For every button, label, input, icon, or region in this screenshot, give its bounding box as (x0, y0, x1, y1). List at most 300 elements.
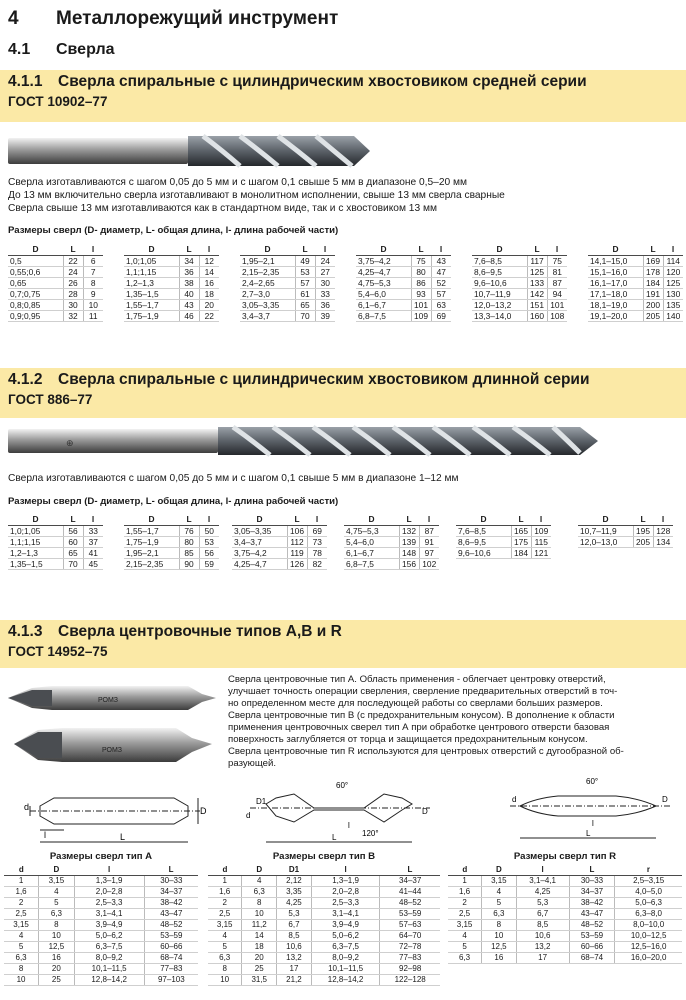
table-cell: 39 (315, 310, 335, 321)
table-cell: 41 (83, 547, 103, 558)
table-cell: 140 (663, 310, 683, 321)
table-row (208, 930, 440, 941)
table-cell: 26 (63, 277, 83, 288)
table-cell: 1,6 (4, 886, 39, 897)
table-cell: 97 (419, 547, 439, 558)
type-r-caption: Размеры сверл тип R (513, 851, 617, 862)
table-cell: 32 (63, 310, 83, 321)
table-cell: 49 (295, 255, 315, 266)
table-row (232, 558, 327, 569)
svg-text:60°: 60° (586, 777, 599, 786)
table-cell: 20 (242, 952, 277, 963)
table-cell: 60–66 (569, 941, 615, 952)
table-cell: 4,25–4,7 (356, 266, 411, 277)
svg-text:D: D (200, 806, 207, 816)
table-cell: 12,8–14,2 (74, 974, 144, 985)
column-header: l (516, 864, 569, 875)
table-cell: 109 (531, 525, 551, 536)
table-row (448, 952, 682, 963)
table-cell: 6,1–6,7 (344, 547, 399, 558)
gost-label: ГОСТ 10902–77 (8, 94, 108, 109)
table-cell: 70 (295, 310, 315, 321)
column-header: D (356, 244, 411, 255)
table-cell: 6,7 (277, 919, 312, 930)
table-cell: 1,6 (448, 886, 482, 897)
table-cell: 101 (547, 299, 567, 310)
table-row (124, 266, 219, 277)
table-cell: 5 (208, 941, 242, 952)
table-cell: 59 (199, 558, 219, 569)
table-cell: 6,7 (516, 908, 569, 919)
table-cell: 9 (83, 288, 103, 299)
column-header: D (240, 244, 295, 255)
table-cell: 76 (179, 525, 199, 536)
table-cell: 30 (63, 299, 83, 310)
table-row (8, 558, 103, 569)
table-cell: 16,1–17,0 (588, 277, 643, 288)
table-cell: 68–74 (144, 952, 198, 963)
table-row (4, 886, 198, 897)
table-row (208, 941, 440, 952)
table-cell: 34 (179, 255, 199, 266)
table-row (344, 558, 439, 569)
table-cell: 2,5 (4, 908, 39, 919)
table-cell: 43–47 (569, 908, 615, 919)
column-header: D (232, 514, 287, 525)
section-412-header: 4.1.2 Сверла спиральные с цилиндрическим хвостовиком длинной серии ГОСТ 886–77 (0, 368, 686, 418)
table-row (8, 277, 103, 288)
table-cell: 8 (242, 897, 277, 908)
table-cell: 2,7–3,0 (240, 288, 295, 299)
column-header: L (380, 864, 440, 875)
column-header: D (344, 514, 399, 525)
table-cell: 17 (277, 963, 312, 974)
column-header: D (578, 514, 633, 525)
table-cell: 5 (39, 897, 75, 908)
size-table (472, 244, 567, 322)
table-row (208, 919, 440, 930)
drill-image-long (8, 420, 598, 460)
table-cell: 178 (643, 266, 663, 277)
table-cell: 0,55;0,6 (8, 266, 63, 277)
table-cell: 16 (39, 952, 75, 963)
table-row (4, 875, 198, 886)
table-cell: 108 (547, 310, 567, 321)
table-row (456, 536, 551, 547)
table-cell: 93 (411, 288, 431, 299)
table-cell: 17,1–18,0 (588, 288, 643, 299)
svg-text:l: l (592, 819, 594, 828)
table-cell: 184 (643, 277, 663, 288)
table-cell: 2 (208, 897, 242, 908)
table-row (124, 558, 219, 569)
table-cell: 151 (527, 299, 547, 310)
column-header: l (307, 514, 327, 525)
table-cell: 1,3–1,9 (311, 875, 380, 886)
table-cell: 142 (527, 288, 547, 299)
svg-text:L: L (332, 833, 337, 842)
table-row (8, 310, 103, 321)
svg-text:d: d (512, 795, 517, 804)
table-cell: 87 (547, 277, 567, 288)
table-cell: 156 (399, 558, 419, 569)
column-header: l (83, 244, 103, 255)
table-cell: 16,0–20,0 (615, 952, 682, 963)
column-header: L (295, 244, 315, 255)
table-cell: 77–83 (380, 952, 440, 963)
table-cell: 130 (663, 288, 683, 299)
table-cell: 80 (179, 536, 199, 547)
table-cell: 12,5–16,0 (615, 941, 682, 952)
table-row (588, 310, 683, 321)
column-header: L (179, 244, 199, 255)
table-row (448, 908, 682, 919)
svg-text:L: L (586, 829, 591, 838)
column-header: D (588, 244, 643, 255)
table-cell: 8 (83, 277, 103, 288)
table-cell: 8,6–9,5 (456, 536, 511, 547)
table-cell: 6,8–7,5 (344, 558, 399, 569)
column-header: l (74, 864, 144, 875)
column-header: L (511, 514, 531, 525)
table-row (240, 255, 335, 266)
table-cell: 205 (643, 310, 663, 321)
table-cell: 69 (431, 310, 451, 321)
table-cell: 10,7–11,9 (472, 288, 527, 299)
column-header: l (419, 514, 439, 525)
table-cell: 45 (83, 558, 103, 569)
table-cell: 13,2 (277, 952, 312, 963)
column-header: L (633, 514, 653, 525)
table-cell: 1,95–2,1 (240, 255, 295, 266)
table-row (8, 547, 103, 558)
table-row (4, 952, 198, 963)
table-cell: 128 (653, 525, 673, 536)
table-cell: 30–33 (144, 875, 198, 886)
table-cell: 2,15–2,35 (124, 558, 179, 569)
size-table (588, 244, 683, 322)
table-cell: 1,35–1,5 (124, 288, 179, 299)
table-cell: 6,3–7,5 (74, 941, 144, 952)
table-cell: 8 (39, 919, 75, 930)
table-cell: 7,6–8,5 (456, 525, 511, 536)
table-row (472, 288, 567, 299)
table-cell: 3,1–4,1 (74, 908, 144, 919)
table-cell: 3,15 (482, 875, 516, 886)
table-cell: 18,1–19,0 (588, 299, 643, 310)
table-cell: 1,3–1,9 (74, 875, 144, 886)
column-header: r (615, 864, 682, 875)
table-row (588, 255, 683, 266)
table-row (124, 547, 219, 558)
table-cell: 22 (63, 255, 83, 266)
table-cell: 10 (39, 930, 75, 941)
table-cell: 53 (295, 266, 315, 277)
table-cell: 10 (83, 299, 103, 310)
size-table (124, 514, 219, 570)
table-row (208, 952, 440, 963)
table-cell: 148 (399, 547, 419, 558)
table-row (232, 536, 327, 547)
column-header: L (399, 514, 419, 525)
table-cell: 2,4–2,65 (240, 277, 295, 288)
table-row (356, 277, 451, 288)
table-cell: 17 (516, 952, 569, 963)
table-cell: 13,3–14,0 (472, 310, 527, 321)
table-row (124, 288, 219, 299)
column-header: L (144, 864, 198, 875)
table-cell: 1,0;1,05 (124, 255, 179, 266)
table-cell: 4 (39, 886, 75, 897)
table-cell: 68–74 (569, 952, 615, 963)
table-cell: 34–37 (380, 875, 440, 886)
column-header: D (242, 864, 277, 875)
table-cell: 6,3 (242, 886, 277, 897)
table-cell: 18 (242, 941, 277, 952)
svg-text:60°: 60° (336, 781, 349, 790)
table-cell: 119 (287, 547, 307, 558)
table-cell: 4,75–5,3 (344, 525, 399, 536)
column-header: L (527, 244, 547, 255)
table-cell: 8,5 (277, 930, 312, 941)
table-cell: 57 (295, 277, 315, 288)
size-table (240, 244, 335, 322)
table-row (356, 255, 451, 266)
type-a-table (4, 864, 198, 986)
table-cell: 191 (643, 288, 663, 299)
table-cell: 1,2–1,3 (8, 547, 63, 558)
table-cell: 6,3 (448, 952, 482, 963)
table-row (124, 277, 219, 288)
column-header: D (124, 514, 179, 525)
table-cell: 6,1–6,7 (356, 299, 411, 310)
table-cell: 2,0–2,8 (74, 886, 144, 897)
table-row (456, 525, 551, 536)
size-table (8, 244, 103, 322)
table-cell: 11 (83, 310, 103, 321)
table-row (472, 266, 567, 277)
column-header: D (472, 244, 527, 255)
table-cell: 1,95–2,1 (124, 547, 179, 558)
table-cell: 81 (547, 266, 567, 277)
table-cell: 48–52 (569, 919, 615, 930)
table-row (588, 299, 683, 310)
table-cell: 3,15 (4, 919, 39, 930)
column-header: L (643, 244, 663, 255)
table-cell: 5 (482, 897, 516, 908)
drawing-type-a (24, 786, 207, 848)
table-cell: 43 (179, 299, 199, 310)
table-cell: 1 (208, 875, 242, 886)
column-header: l (531, 514, 551, 525)
size-table (456, 514, 551, 559)
table-cell: 2,5–3,3 (311, 897, 380, 908)
table-cell: 1,2–1,3 (124, 277, 179, 288)
table-cell: 6,3 (208, 952, 242, 963)
column-header: l (431, 244, 451, 255)
table-row (8, 288, 103, 299)
type-a-caption: Размеры сверл тип А (49, 851, 153, 862)
svg-text:РОМЗ: РОМЗ (102, 747, 123, 754)
column-header: l (663, 244, 683, 255)
table-cell: 97–103 (144, 974, 198, 985)
svg-text:L: L (120, 832, 126, 842)
svg-text:l: l (44, 830, 46, 840)
table-cell: 10 (242, 908, 277, 919)
column-header: D (482, 864, 516, 875)
table-cell: 6 (83, 255, 103, 266)
table-cell: 60–66 (144, 941, 198, 952)
table-cell: 126 (287, 558, 307, 569)
table-cell: 10 (4, 974, 39, 985)
table-row (240, 310, 335, 321)
table-cell: 121 (531, 547, 551, 558)
table-cell: 6,8–7,5 (356, 310, 411, 321)
type-r-table (448, 864, 682, 964)
table-cell: 6,3 (4, 952, 39, 963)
table-row (8, 266, 103, 277)
section-411-header: 4.1.1 Сверла спиральные с цилиндрическим хвостовиком средней серии ГОСТ 10902–77 (0, 70, 686, 122)
table-row (240, 299, 335, 310)
table-cell: 40 (179, 288, 199, 299)
table-cell: 63 (431, 299, 451, 310)
table-cell: 3,05–3,35 (240, 299, 295, 310)
table-row (124, 525, 219, 536)
table-cell: 38–42 (144, 897, 198, 908)
table-cell: 8,0–10,0 (615, 919, 682, 930)
svg-text:120°: 120° (362, 829, 379, 838)
table-row (356, 299, 451, 310)
column-header: l (199, 244, 219, 255)
table-cell: 53–59 (144, 930, 198, 941)
table-cell: 160 (527, 310, 547, 321)
table-cell: 47 (431, 266, 451, 277)
table-cell: 43–47 (144, 908, 198, 919)
table-cell: 27 (315, 266, 335, 277)
table-cell: 5,4–6,0 (356, 288, 411, 299)
table-cell: 1 (4, 875, 39, 886)
table-cell: 10 (208, 974, 242, 985)
table-cell: 13,2 (516, 941, 569, 952)
column-header: D (124, 244, 179, 255)
table-cell: 14 (242, 930, 277, 941)
table-cell: 134 (653, 536, 673, 547)
table-cell: 15,1–16,0 (588, 266, 643, 277)
table-cell: 4,25 (516, 886, 569, 897)
table-cell: 78 (307, 547, 327, 558)
table-cell: 205 (633, 536, 653, 547)
table-cell: 4,25 (277, 897, 312, 908)
table-cell: 102 (419, 558, 439, 569)
column-header: L (287, 514, 307, 525)
table-cell: 12,8–14,2 (311, 974, 380, 985)
table-cell: 53–59 (569, 930, 615, 941)
table-cell: 75 (411, 255, 431, 266)
svg-text:D: D (422, 807, 428, 816)
table-cell: 8,0–9,2 (74, 952, 144, 963)
table-cell: 117 (527, 255, 547, 266)
chapter-title: 4 Металлорежущий инструмент (8, 8, 339, 29)
drawing-type-r (506, 774, 674, 846)
table-cell: 6,3 (482, 908, 516, 919)
table-cell: 4 (208, 930, 242, 941)
column-header: l (83, 514, 103, 525)
table-cell: 3,75–4,2 (232, 547, 287, 558)
table-cell: 125 (527, 266, 547, 277)
table-row (448, 886, 682, 897)
table-cell: 8,6–9,5 (472, 266, 527, 277)
table-row (124, 310, 219, 321)
table-row (448, 930, 682, 941)
table-cell: 60 (63, 536, 83, 547)
table-cell: 24 (63, 266, 83, 277)
table-cell: 10,1–11,5 (74, 963, 144, 974)
table-cell: 3,1–4,1 (311, 908, 380, 919)
table-cell: 169 (643, 255, 663, 266)
table-cell: 200 (643, 299, 663, 310)
table-cell: 69 (307, 525, 327, 536)
column-header: d (4, 864, 39, 875)
table-row (344, 536, 439, 547)
column-header: D (8, 514, 63, 525)
table-cell: 5,3 (516, 897, 569, 908)
table-cell: 1,1;1,15 (8, 536, 63, 547)
table-cell: 112 (287, 536, 307, 547)
table-cell: 2,5 (448, 908, 482, 919)
table-cell: 0,9;0,95 (8, 310, 63, 321)
table-row (124, 255, 219, 266)
table-cell: 6,3–8,0 (615, 908, 682, 919)
column-header: l (311, 864, 380, 875)
table-cell: 125 (663, 277, 683, 288)
table-cell: 72–78 (380, 941, 440, 952)
table-row (208, 974, 440, 985)
table-cell: 3,9–4,9 (311, 919, 380, 930)
table-cell: 48–52 (144, 919, 198, 930)
column-header: D (39, 864, 75, 875)
table-cell: 10,0–12,5 (615, 930, 682, 941)
table-cell: 12,5 (482, 941, 516, 952)
table-cell: 10,1–11,5 (311, 963, 380, 974)
table-row (588, 266, 683, 277)
size-table (124, 244, 219, 322)
svg-text:⊕: ⊕ (66, 438, 74, 448)
table-row (472, 310, 567, 321)
table-cell: 92–98 (380, 963, 440, 974)
table-cell: 7 (83, 266, 103, 277)
table-cell: 1,75–1,9 (124, 536, 179, 547)
table-cell: 115 (531, 536, 551, 547)
table-row (344, 525, 439, 536)
table-cell: 101 (411, 299, 431, 310)
table-cell: 8 (482, 919, 516, 930)
size-table (344, 514, 439, 570)
column-header: D (8, 244, 63, 255)
table-row (588, 288, 683, 299)
column-header: D1 (277, 864, 312, 875)
table-row (208, 875, 440, 886)
table-cell: 109 (411, 310, 431, 321)
table-cell: 56 (63, 525, 83, 536)
center-drill-images (6, 672, 220, 784)
table-cell: 14,1–15,0 (588, 255, 643, 266)
table-cell: 41–44 (380, 886, 440, 897)
table-cell: 0,5 (8, 255, 63, 266)
gost-label: ГОСТ 14952–75 (8, 644, 108, 659)
table-cell: 7,6–8,5 (472, 255, 527, 266)
drawing-type-b (244, 774, 436, 848)
table-cell: 1,1;1,15 (124, 266, 179, 277)
